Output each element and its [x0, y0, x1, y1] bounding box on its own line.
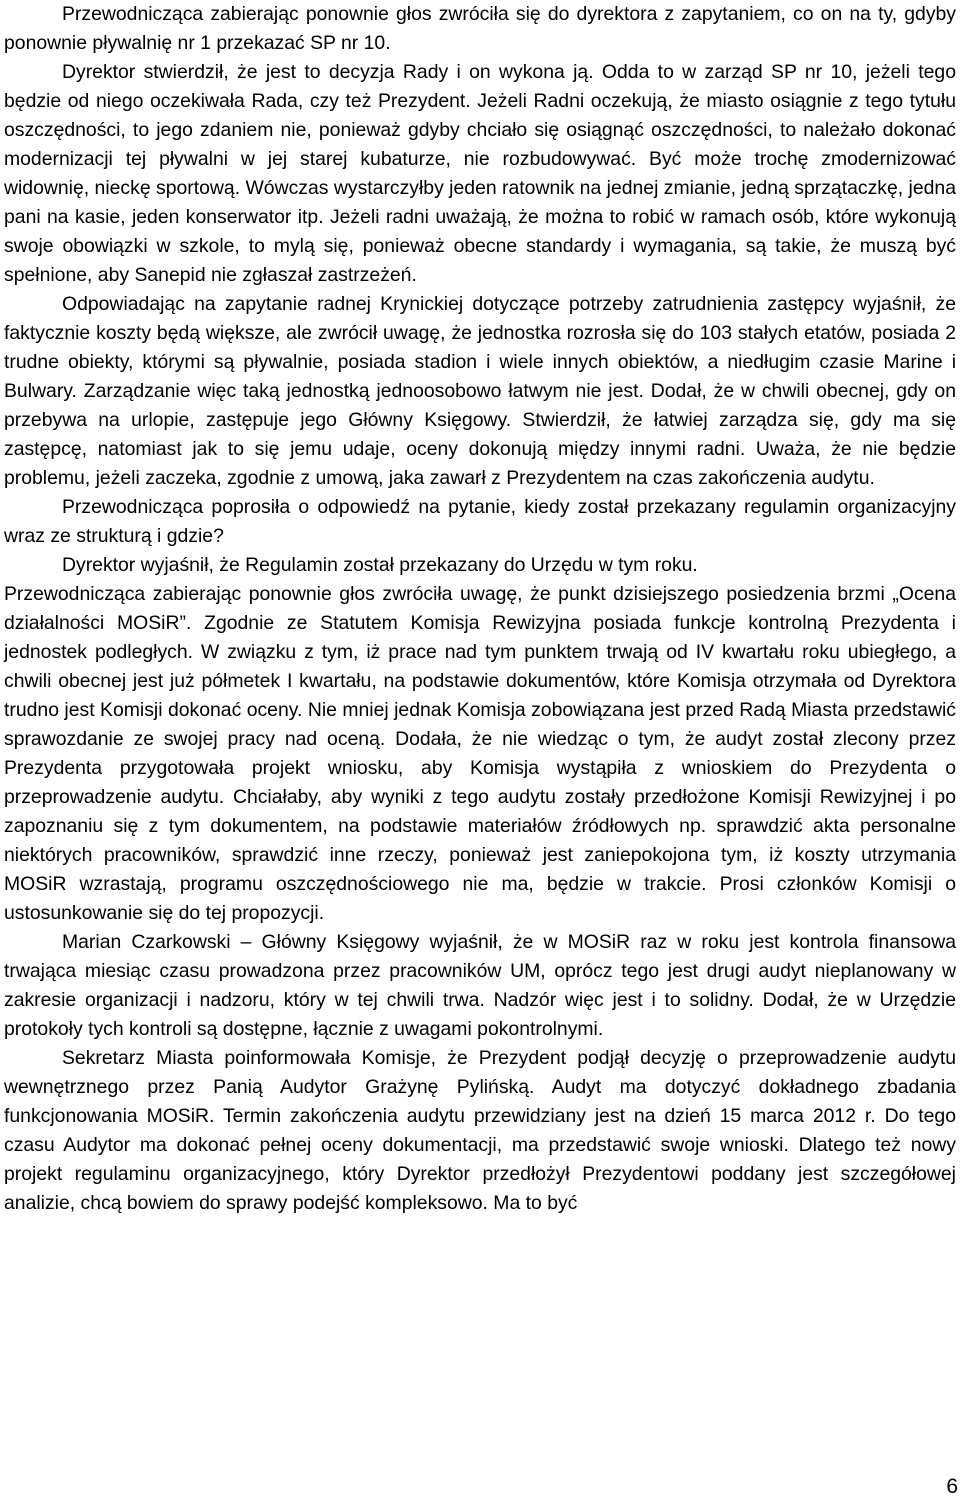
paragraph-6: Przewodnicząca zabierając ponownie głos zwróciła uwagę, że punkt dzisiejszego posiedzenia brzmi „Ocena działalności MOSiR”. Zgodnie ze Statutem Komisja Rewizyjna posiada funkcje kontrolną Prezydenta i jednostek podległych. W związku z tym, iż prace nad tym punktem trwają od IV kwartału roku ubiegłego, a chwili obecnej jest już półmetek I kwartału, na podstawie dokumentów, które Komisja otrzymała od Dyrektora trudno jest Komisji dokonać oceny. Nie mniej jednak Komisja zobowiązana jest przed Radą Miasta przedstawić sprawozdanie ze swojej pracy nad oceną. Dodała, że nie wiedząc o tym, że audyt został zlecony przez Prezydenta przygotowała projekt wniosku, aby Komisja wystąpiła z wnioskiem do Prezydenta o przeprowadzenie audytu. Chciałaby, aby wyniki z tego audytu zostały przedłożone Komisji Rewizyjnej i po zapoznaniu się z tym dokumentem, na podstawie materiałów źródłowych np. sprawdzić akta personalne niektórych pracowników, sprawdzić inne rzeczy, ponieważ jest zaniepokojona tym, iż koszty utrzymania MOSiR wzrastają, programu oszczędnościowego nie ma, będzie w trakcie. Prosi członków Komisji o ustosunkowanie się do tej propozycji. [4, 583, 956, 924]
page-number: 6 [946, 1475, 958, 1498]
paragraph-8: Sekretarz Miasta poinformowała Komisje, że Prezydent podjął decyzję o przeprowadzenie audytu wewnętrznego przez Panią Audytor Grażynę Pylińską. Audyt ma dotyczyć dokładnego zbadania funkcjonowania MOSiR. Termin zakończenia audytu przewidziany jest na dzień 15 marca 2012 r. Do tego czasu Audytor ma dokonać pełnej oceny dokumentacji, ma przedstawić swoje wnioski. Dlatego też nowy projekt regulaminu organizacyjnego, który Dyrektor przedłożył Prezydentowi poddany jest szczegółowej analizie, chcą bowiem do sprawy podejść kompleksowo. Ma to być [4, 1047, 956, 1214]
paragraph-7: Marian Czarkowski – Główny Księgowy wyjaśnił, że w MOSiR raz w roku jest kontrola finansowa trwająca miesiąc czasu prowadzona przez pracowników UM, oprócz tego jest drugi audyt nieplanowany w zakresie organizacji i nadzoru, który w tej chwili trwa. Nadzór więc jest i to solidny. Dodał, że w Urzędzie protokoły tych kontroli są dostępne, łącznie z uwagami pokontrolnymi. [4, 931, 956, 1040]
document-body [4, 0, 956, 1218]
paragraph-2: Dyrektor stwierdził, że jest to decyzja Rady i on wykona ją. Odda to w zarząd SP nr 10, jeżeli tego będzie od niego oczekiwała Rada, czy też Prezydent. Jeżeli Radni oczekują, że miasto osiągnie z tego tytułu oszczędności, to jego zdaniem nie, ponieważ gdyby chciało się osiągnąć oszczędności, to należało dokonać modernizacji tej pływalni w jej starej kubaturze, nie rozbudowywać. Być może trochę zmodernizować widownię, nieckę sportową. Wówczas wystarczyłby jeden ratownik na jednej zmianie, jedną sprzątaczkę, jedna pani na kasie, jeden konserwator itp. Jeżeli radni uważają, że można to robić w ramach osób, które wykonują swoje obowiązki w szkole, to mylą się, ponieważ obecne standardy i wymagania, są takie, że muszą być spełnione, aby Sanepid nie zgłaszał zastrzeżeń. [4, 61, 956, 286]
paragraph-3: Odpowiadając na zapytanie radnej Krynickiej dotyczące potrzeby zatrudnienia zastępcy wyjaśnił, że faktycznie koszty będą większe, ale zwrócił uwagę, że jednostka rozrosła się do 103 stałych etatów, posiada 2 trudne obiekty, którymi są pływalnie, posiada stadion i wiele innych obiektów, a niedługim czasie Marine i Bulwary. Zarządzanie więc taką jednostką jednoosobowo łatwym nie jest. Dodał, że w chwili obecnej, gdy on przebywa na urlopie, zastępuje jego Główny Księgowy. Stwierdził, że łatwiej zarządza się, gdy ma się zastępcę, natomiast jak to się jemu udaje, oceny dokonują między innymi radni. Uważa, że nie będzie problemu, jeżeli zaczeka, zgodnie z umową, jaka zawarł z Prezydentem na czas zakończenia audytu. [4, 293, 956, 489]
paragraph-5: Dyrektor wyjaśnił, że Regulamin został przekazany do Urzędu w tym roku. [62, 554, 698, 576]
paragraph-4: Przewodnicząca poprosiła o odpowiedź na pytanie, kiedy został przekazany regulamin organizacyjny wraz ze strukturą i gdzie? [4, 496, 956, 547]
paragraph-1: Przewodnicząca zabierając ponownie głos zwróciła się do dyrektora z zapytaniem, co on na ty, gdyby ponownie pływalnię nr 1 przekazać SP nr 10. [4, 3, 956, 54]
